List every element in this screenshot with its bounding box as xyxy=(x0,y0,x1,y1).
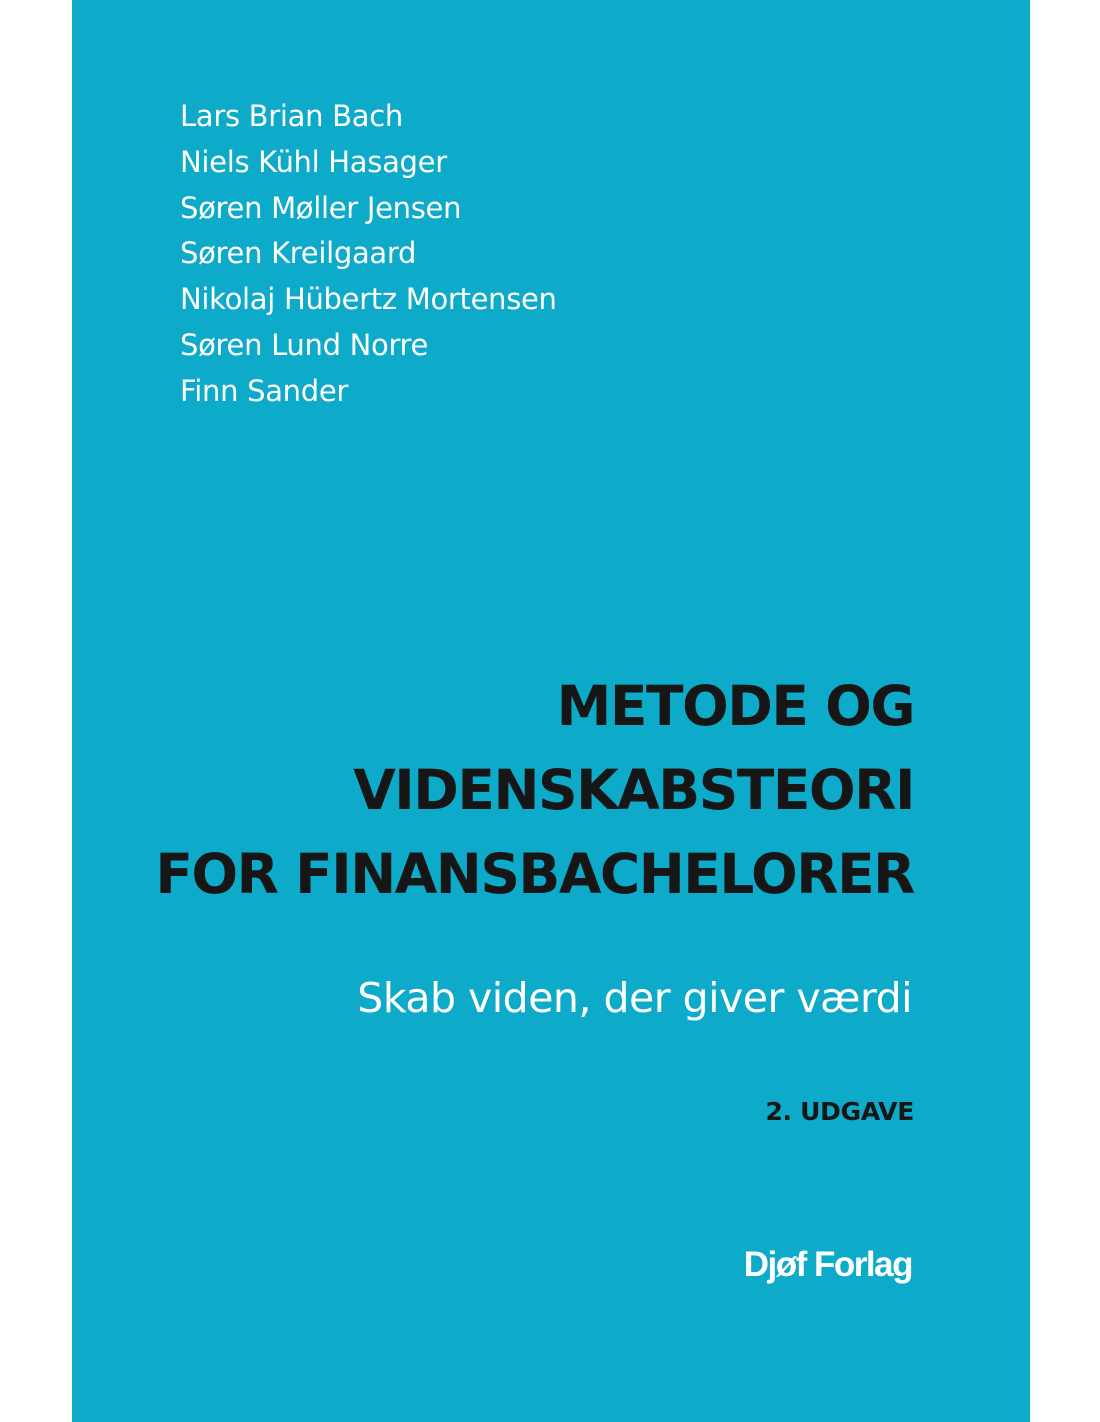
publisher-logo: Djøf Forlag xyxy=(743,1245,912,1284)
author-name: Nikolaj Hübertz Mortensen xyxy=(180,282,557,317)
book-title-line: VIDENSKABSTEORI xyxy=(353,758,914,822)
book-title-line: METODE OG xyxy=(556,674,914,738)
book-subtitle: Skab viden, der giver værdi xyxy=(357,974,912,1022)
author-name: Søren Lund Norre xyxy=(180,327,429,362)
author-name: Lars Brian Bach xyxy=(180,99,403,133)
author-name: Niels Kühl Hasager xyxy=(180,144,447,179)
book-cover xyxy=(72,0,1030,1422)
edition-label: 2. UDGAVE xyxy=(765,1097,914,1126)
author-name: Søren Kreilgaard xyxy=(180,236,417,271)
author-name: Finn Sander xyxy=(180,373,349,408)
book-title xyxy=(155,664,914,916)
book-title-line: FOR FINANSBACHELORER xyxy=(155,842,914,906)
author-list xyxy=(180,94,557,415)
author-name: Søren Møller Jensen xyxy=(180,190,462,225)
